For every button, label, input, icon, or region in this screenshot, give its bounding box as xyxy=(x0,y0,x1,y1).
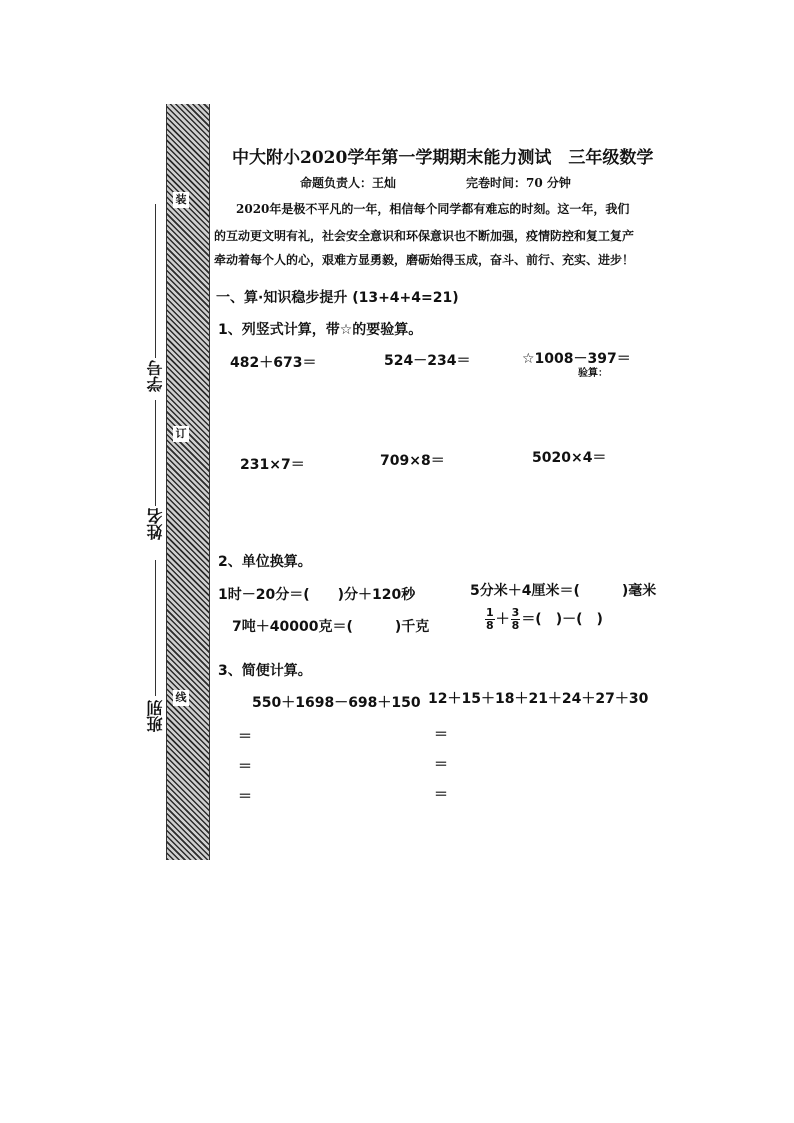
duration-line: 完卷时间：70 分钟 xyxy=(466,176,571,190)
binding-strip xyxy=(166,104,210,860)
question-3-title: 3、简便计算。 xyxy=(218,663,312,679)
unit-conversion-2: 5分米＋4厘米＝( )毫米 xyxy=(470,583,657,599)
class-label: 班别 xyxy=(146,700,165,732)
unit-conversion-1: 1时－20分＝( )分＋120秒 xyxy=(218,587,416,603)
name-label: 姓名 xyxy=(146,508,165,540)
intro-line-1: 2020年是极不平凡的一年，相信每个同学都有难忘的时刻。这一年，我们 xyxy=(236,202,630,216)
equals-b-3: ＝ xyxy=(434,787,448,803)
equals-a-3: ＝ xyxy=(238,789,252,805)
unit-conversion-3: 7吨＋40000克＝( )千克 xyxy=(232,619,430,635)
student-id-line xyxy=(155,204,156,358)
fraction-expression xyxy=(484,607,603,632)
calc-item-5: 709×8＝ xyxy=(380,453,445,469)
equals-a-1: ＝ xyxy=(238,729,252,745)
fraction-three-eighths: $\frac{3}{8}$ xyxy=(511,606,520,632)
binding-word-zhuang: 装 xyxy=(173,192,189,208)
simplify-expr-a: 550＋1698－698＋150 xyxy=(252,695,421,711)
question-1-title: 1、列竖式计算，带☆的要验算。 xyxy=(218,322,423,338)
equals-b-2: ＝ xyxy=(434,757,448,773)
student-id-label: 学号 xyxy=(146,360,165,392)
equals-b-1: ＝ xyxy=(434,727,448,743)
binding-word-xian: 线 xyxy=(173,690,189,706)
fraction-rest: ＝( )－( ) xyxy=(521,611,603,628)
author-line: 命题负责人：王灿 xyxy=(300,176,397,190)
page-title: 中大附小2020学年第一学期期末能力测试 三年级数学 xyxy=(232,148,654,168)
intro-line-3: 牵动着每个人的心，艰难方显勇毅，磨砺始得玉成，奋斗、前行、充实、进步！ xyxy=(214,253,635,267)
question-2-title: 2、单位换算。 xyxy=(218,554,312,570)
name-line xyxy=(155,400,156,506)
binding-word-ding: 订 xyxy=(173,426,189,442)
class-line xyxy=(155,560,156,696)
calc-item-6: 5020×4＝ xyxy=(532,450,607,466)
simplify-expr-b: 12＋15＋18＋21＋24＋27＋30 xyxy=(428,691,649,707)
equals-a-2: ＝ xyxy=(238,759,252,775)
fraction-plus: ＋ xyxy=(495,611,510,628)
check-label: 验算： xyxy=(578,368,608,379)
intro-line-2: 的互动更文明有礼，社会安全意识和环保意识也不断加强，疫情防控和复工复产 xyxy=(214,229,635,243)
calc-item-3: ☆1008－397＝ xyxy=(522,351,631,367)
calc-item-4: 231×7＝ xyxy=(240,457,305,473)
fraction-one-eighth: $\frac{1}{8}$ xyxy=(486,606,494,632)
section-heading: 一、算·知识稳步提升 (13+4+4=21) xyxy=(216,290,459,306)
calc-item-1: 482＋673＝ xyxy=(230,355,317,371)
calc-item-2: 524－234＝ xyxy=(384,353,471,369)
